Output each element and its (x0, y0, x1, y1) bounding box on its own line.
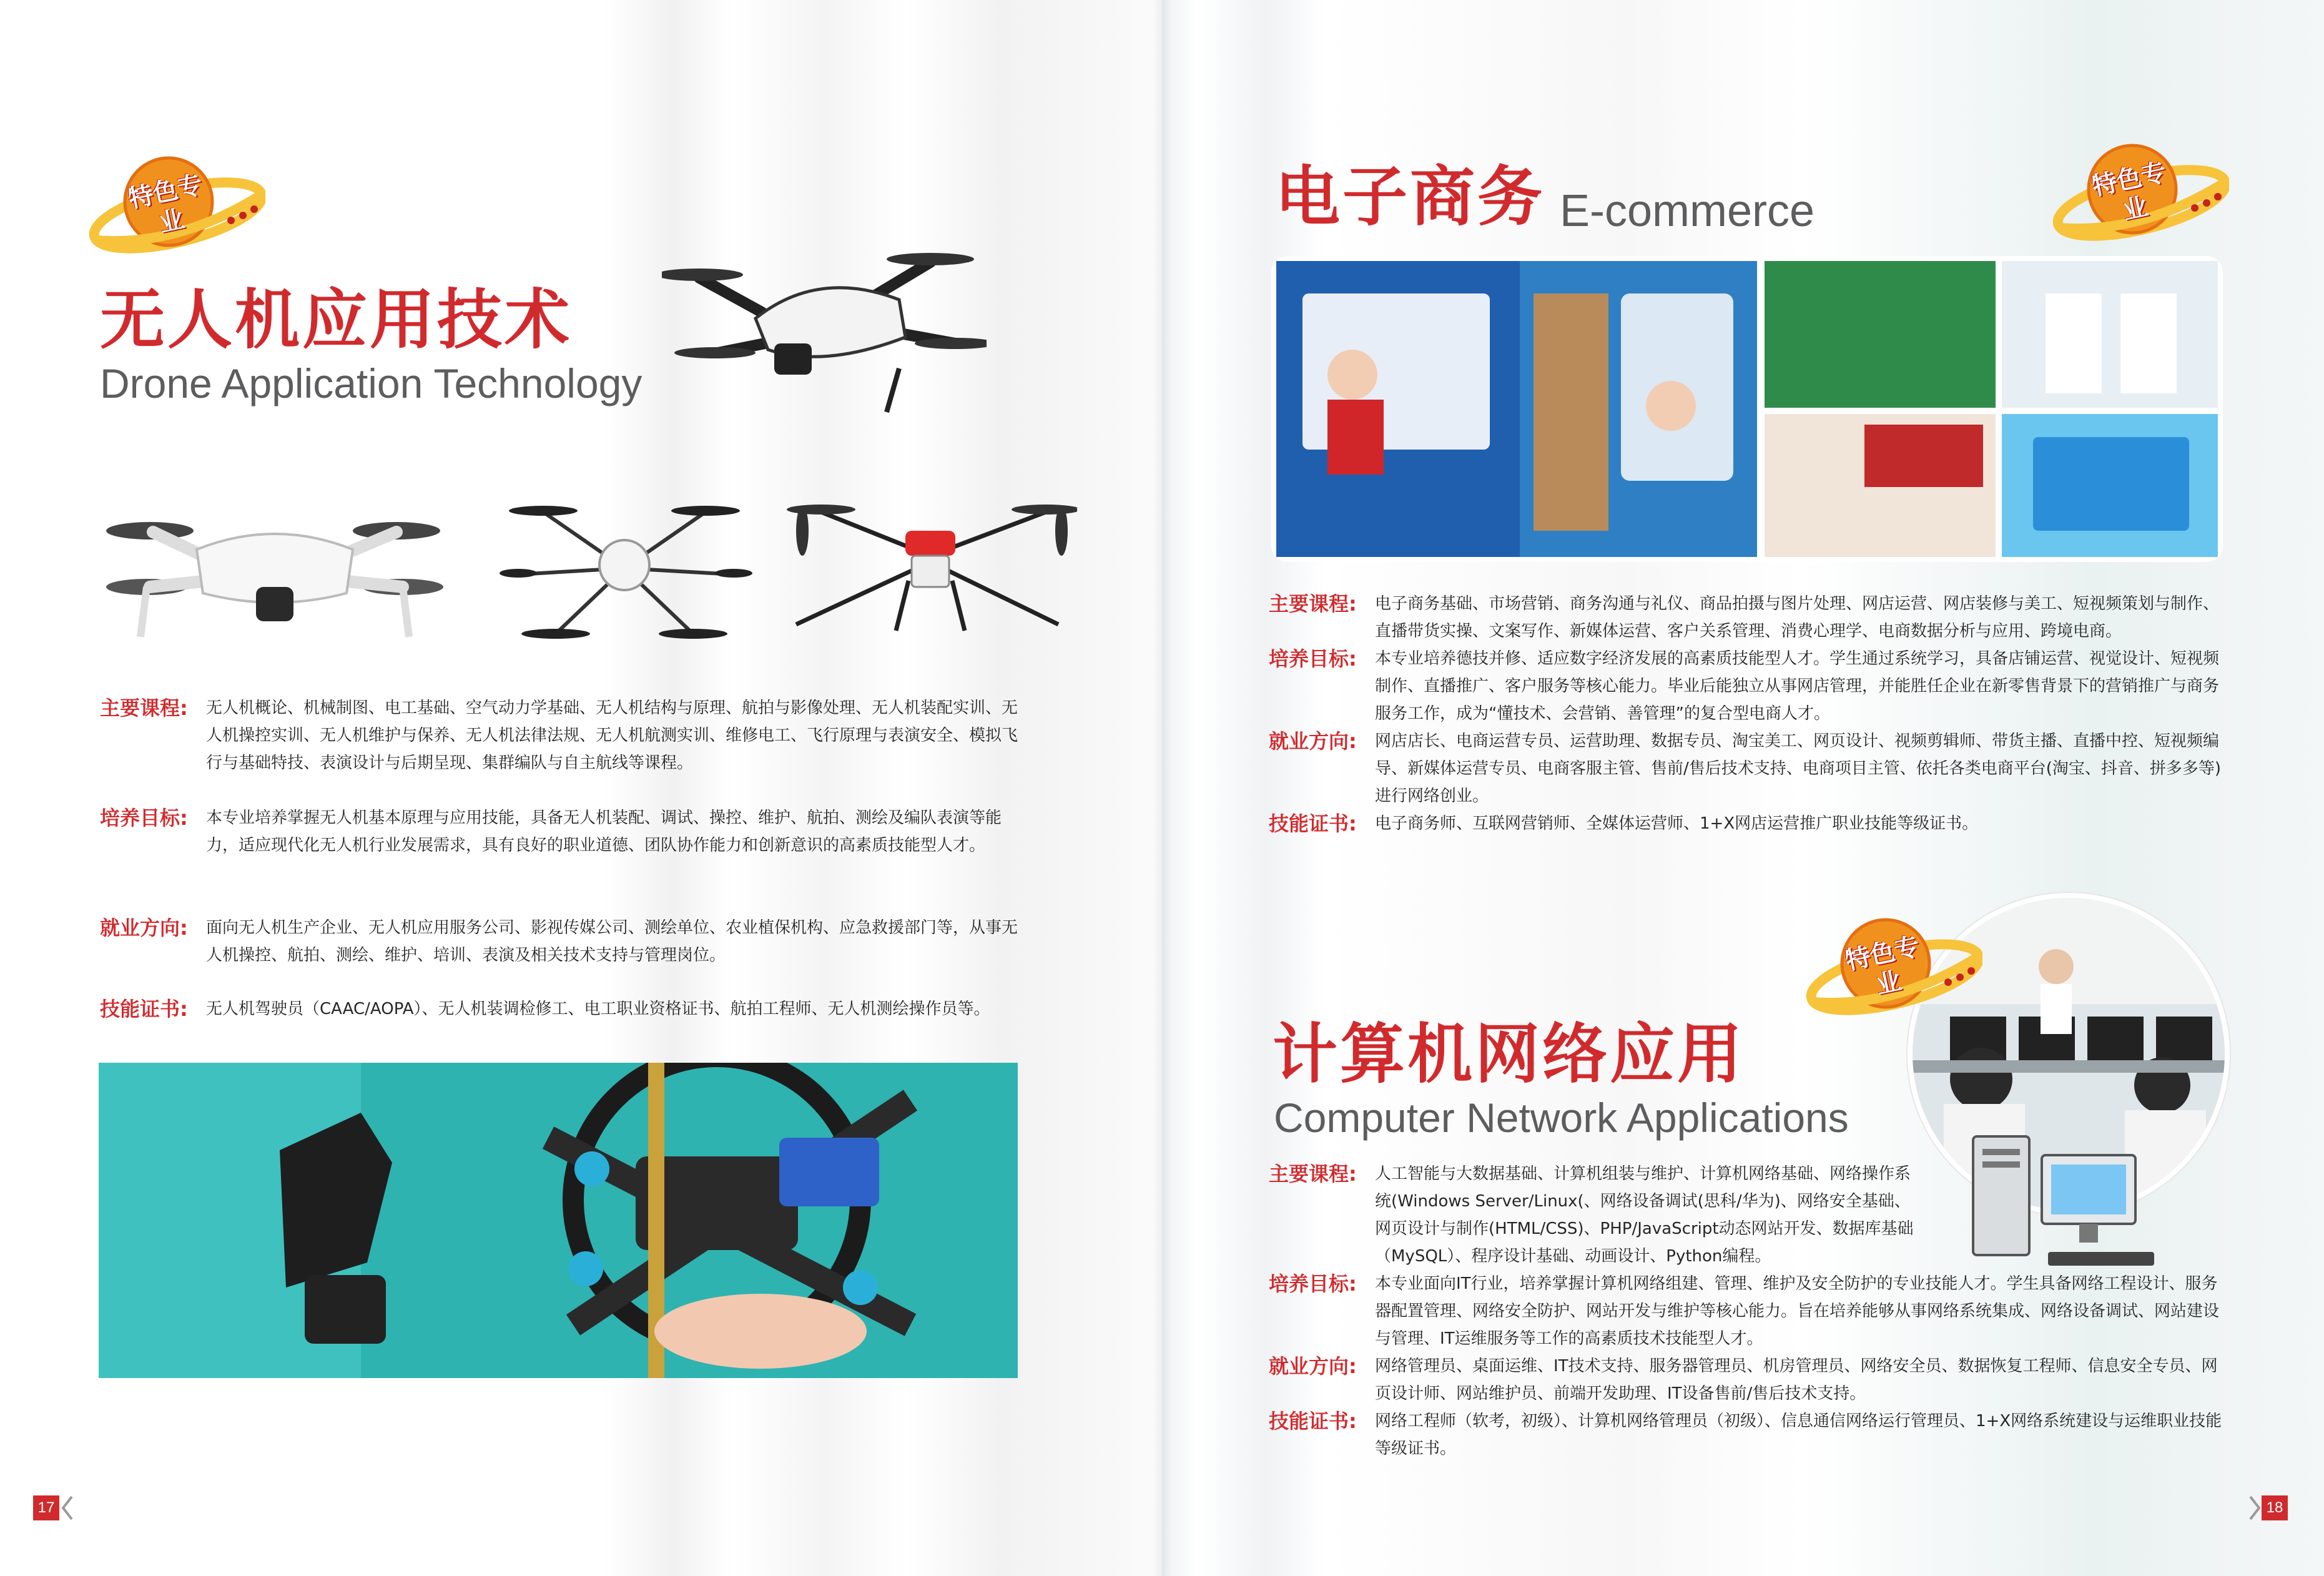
page-fold (1153, 0, 1171, 1576)
network-career-text: 网络管理员、桌面运维、IT技术支持、服务器管理员、机房管理员、网络安全员、数据恢复工程师、信息安全专员、网页设计师、网站维护员、前端开发助理、IT设备售前/售后技术支持。 (1375, 1357, 2218, 1403)
network-courses (1269, 1160, 1924, 1270)
network-goal-label: 培养目标: (1269, 1272, 1357, 1296)
ecommerce-certs (1269, 810, 2224, 837)
drone-goal-text: 本专业培养掌握无人机基本原理与应用技能，具备无人机装配、调试、操控、维护、航拍、测绘及编队表演等能力，适应现代化无人机行业发展需求，具有良好的职业道德、团队协作能力和创新意识的高素质技能型人才。 (206, 809, 1002, 855)
drone-courses-text: 无人机概论、机械制图、电工基础、空气动力学基础、无人机结构与原理、航拍与影像处理、无人机装配实训、无人机操控实训、无人机维护与保养、无人机法律法规、无人机航测实训、维修电工、飞行原理与表演安全、模拟飞行与基础特技、表演设计与后期呈现、集群编队与自主航线等课程。 (206, 699, 1018, 772)
ecommerce-goal (1269, 645, 2224, 727)
drone-photo-foldable (662, 225, 987, 418)
network-certs (1269, 1407, 2224, 1462)
ecommerce-goal-label: 培养目标: (1269, 647, 1357, 671)
network-goal-text: 本专业面向IT行业，培养掌握计算机网络组建、管理、维护及安全防护的专业技能人才。学生具备网络工程设计、服务器配置管理、网络安全防护、网站开发与维护等核心能力。旨在培养能够从事网络系统集成、网络设备调试、网站建设与管理、IT运维服务等工作的高素质技术技能型人才。 (1375, 1274, 2220, 1348)
drone-photo-hexacopter (500, 487, 752, 649)
network-title-en: Computer Network Applications (1274, 1095, 1849, 1141)
featured-major-badge-network (1801, 915, 1982, 1021)
drone-career (100, 914, 1024, 969)
network-courses-text: 人工智能与大数据基础、计算机组装与维护、计算机网络基础、网络操作系统(Windows Server/Linux(、网络设备调试(思科/华为)、网络安全基础、网页设计与制作(HTML/CSS)、PHP/JavaScript动态网站开发、数据库基础（MySQL）、程序设计基础、动画设计、Python编程。 (1375, 1165, 1914, 1266)
network-career-label: 就业方向: (1269, 1354, 1357, 1378)
ecommerce-career (1269, 727, 2224, 810)
network-certs-label: 技能证书: (1269, 1409, 1357, 1433)
drone-photo-agricultural (784, 487, 1077, 656)
drone-certs (100, 995, 1024, 1023)
chevron-right-icon (2248, 1495, 2262, 1520)
ecommerce-title: 电子商务 (1275, 159, 1545, 235)
drone-career-label: 就业方向: (100, 916, 188, 940)
ecommerce-career-label: 就业方向: (1269, 729, 1357, 753)
ecommerce-title-en: E-commerce (1560, 186, 1815, 236)
drone-goal (100, 804, 1024, 859)
ecommerce-certs-text: 电子商务师、互联网营销师、全媒体运营师、1+X网店运营推广职业技能等级证书。 (1375, 814, 1979, 833)
chevron-left-icon (61, 1495, 74, 1520)
ecommerce-courses-label: 主要课程: (1269, 592, 1357, 616)
drone-career-text: 面向无人机生产企业、无人机应用服务公司、影视传媒公司、测绘单位、农业植保机构、应急救援部门等，从事无人机操控、航拍、测绘、维护、培训、表演及相关技术支持与管理岗位。 (206, 919, 1018, 965)
network-title: 计算机网络应用 (1273, 1016, 1745, 1092)
ecommerce-courses-text: 电子商务基础、市场营销、商务沟通与礼仪、商品拍摄与图片处理、网店运营、网店装修与美工、短视频策划与制作、直播带货实操、文案写作、新媒体运营、客户关系管理、消费心理学、电商数据分析与应用、跨境电商。 (1375, 594, 2220, 641)
drone-certs-label: 技能证书: (100, 997, 188, 1021)
page-number-right: 18 (2262, 1495, 2288, 1520)
ecommerce-courses (1269, 590, 2224, 645)
badge-label-ecommerce: 特色专业 (2089, 157, 2169, 226)
featured-major-badge (84, 153, 265, 259)
drone-courses-label: 主要课程: (100, 696, 188, 720)
drone-photo-mini (103, 493, 446, 643)
ecommerce-photo-collage (1271, 256, 2223, 562)
ecommerce-career-text: 网店店长、电商运营专员、运营助理、数据专员、淘宝美工、网页设计、视频剪辑师、带货主播、直播中控、短视频编导、新媒体运营专员、电商客服主管、售前/售后技术支持、电商项目主管、依托各类电商平台(淘宝、抖音、拼多多等)进行网络创业。 (1375, 732, 2222, 805)
drone-certs-text: 无人机驾驶员（CAAC/AOPA）、无人机装调检修工、电工职业资格证书、航拍工程师、无人机测绘操作员等。 (206, 1000, 990, 1018)
drone-assembly-photo (99, 1063, 1018, 1378)
network-career (1269, 1352, 2224, 1407)
page-number-left: 17 (33, 1495, 59, 1520)
badge-label: 特色专业 (126, 170, 205, 239)
drone-goal-label: 培养目标: (100, 806, 188, 830)
ecommerce-certs-label: 技能证书: (1269, 812, 1357, 835)
network-goal (1269, 1270, 2224, 1352)
computer-illustration (1967, 1130, 2160, 1280)
featured-major-badge-ecommerce (2048, 140, 2229, 247)
badge-label-network: 特色专业 (1843, 932, 1923, 1000)
drone-courses (100, 694, 1024, 777)
ecommerce-goal-text: 本专业培养德技并修、适应数字经济发展的高素质技能型人才。学生通过系统学习，具备店铺运营、视觉设计、短视频制作、直播推广、客户服务等核心能力。毕业后能独立从事网店管理，并能胜任企业在新零售背景下的营销推广与商务服务工作，成为“懂技术、会营销、善管理”的复合型电商人才。 (1375, 649, 2220, 723)
network-certs-text: 网络工程师（软考，初级）、计算机网络管理员（初级）、信息通信网络运行管理员、1+X网络系统建设与运维职业技能等级证书。 (1375, 1412, 2222, 1458)
drone-title-en: Drone Application Technology (100, 360, 643, 406)
drone-title: 无人机应用技术 (100, 282, 573, 358)
network-courses-label: 主要课程: (1269, 1162, 1357, 1186)
